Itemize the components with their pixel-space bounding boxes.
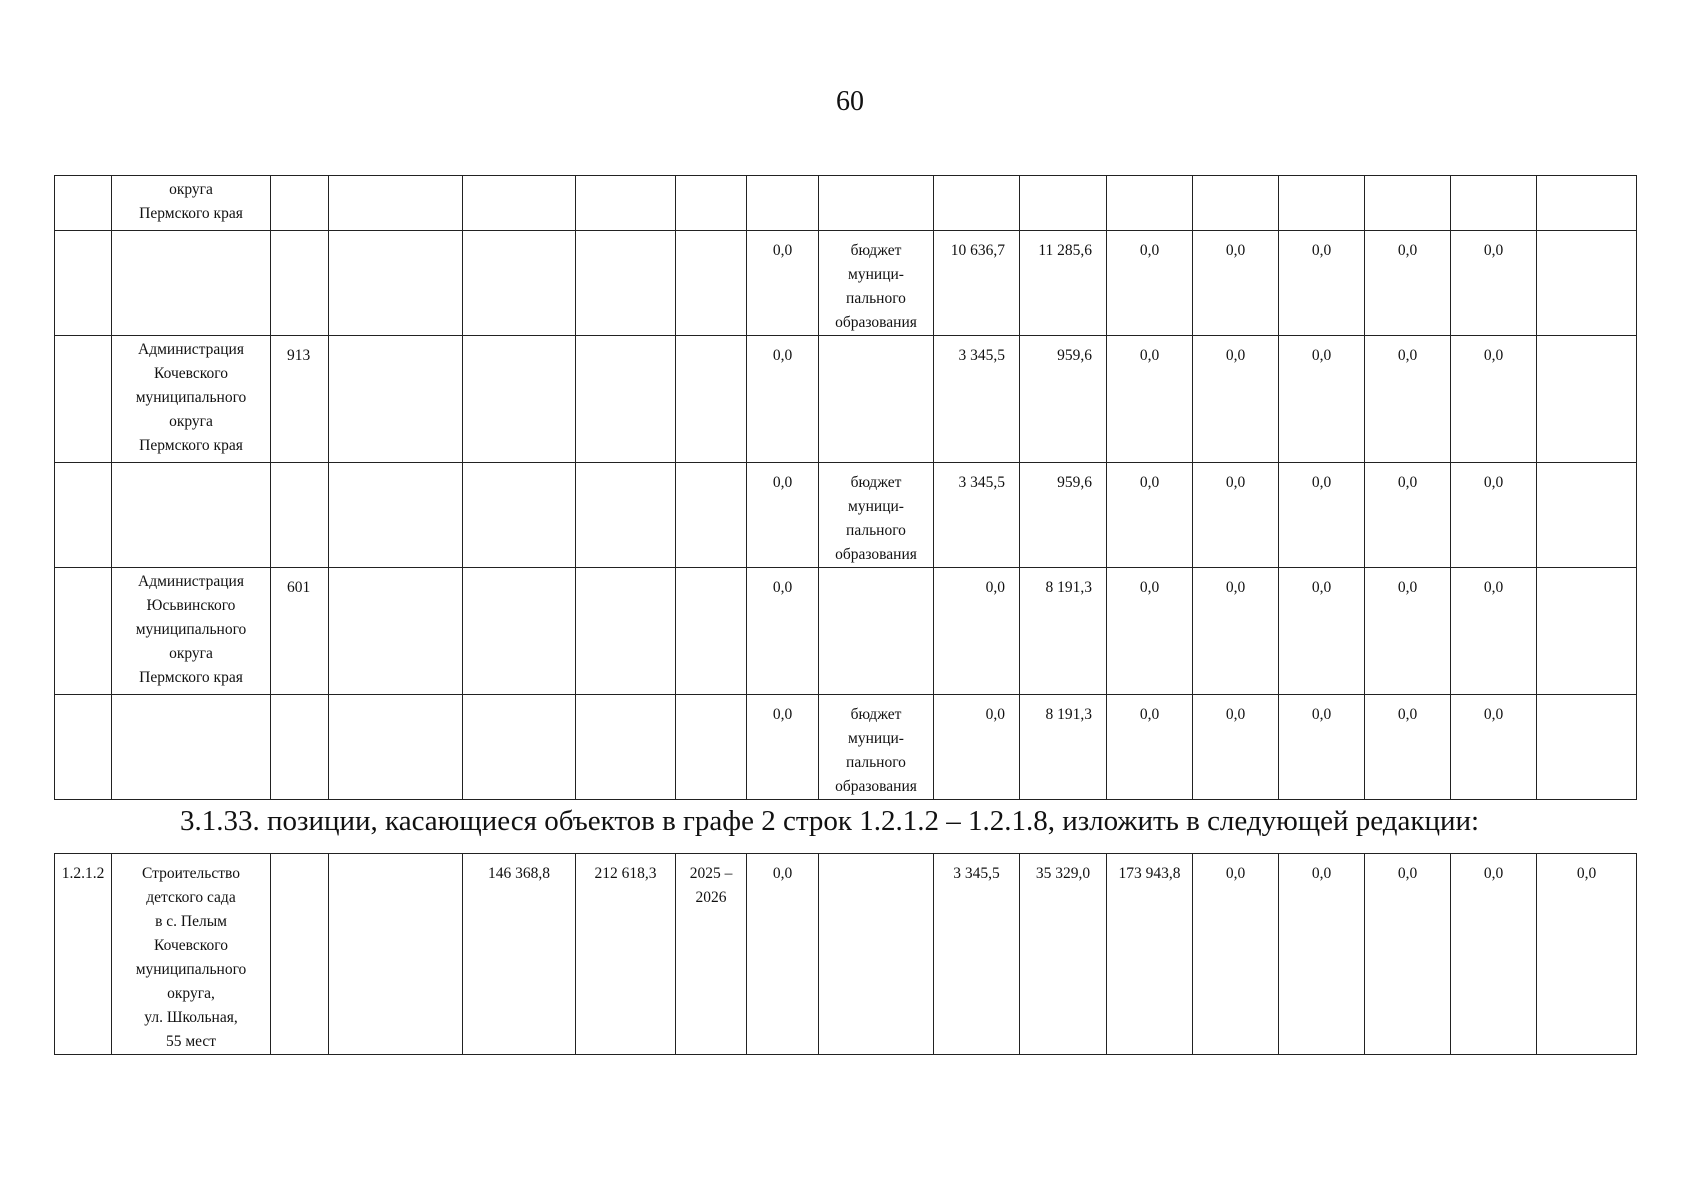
empty-cell — [55, 176, 112, 231]
value-cell: 0,0 — [1193, 231, 1279, 336]
value-cell — [747, 176, 819, 231]
empty-cell — [676, 231, 747, 336]
cost-cell: 212 618,3 — [576, 854, 676, 1055]
top-table — [54, 175, 1637, 800]
value-cell — [934, 176, 1020, 231]
empty-cell — [463, 463, 576, 568]
empty-cell — [576, 176, 676, 231]
value-cell: 959,6 — [1020, 336, 1107, 463]
value-cell: 8 191,3 — [1020, 568, 1107, 695]
value-cell — [1537, 463, 1637, 568]
code-cell: 913 — [271, 336, 329, 463]
value-cell: 0,0 — [1279, 231, 1365, 336]
empty-cell — [329, 854, 463, 1055]
institution-name — [112, 231, 271, 336]
empty-cell — [55, 231, 112, 336]
instruction-text: 3.1.33. позиции, касающиеся объектов в графе 2 строк 1.2.1.2 – 1.2.1.8, изложить в следующей редакции: — [180, 805, 1480, 837]
value-cell: 0,0 — [747, 336, 819, 463]
value-cell: 0,0 — [1451, 695, 1537, 800]
value-cell: 10 636,7 — [934, 231, 1020, 336]
empty-cell — [676, 176, 747, 231]
empty-cell — [463, 231, 576, 336]
value-cell: 0,0 — [1107, 336, 1193, 463]
value-cell: 0,0 — [747, 568, 819, 695]
empty-cell — [576, 463, 676, 568]
value-cell — [1537, 176, 1637, 231]
value-cell — [1365, 176, 1451, 231]
value-cell: 959,6 — [1020, 463, 1107, 568]
value-cell: 0,0 — [1193, 336, 1279, 463]
code-cell — [271, 231, 329, 336]
empty-cell — [576, 568, 676, 695]
value-cell: 0,0 — [1451, 231, 1537, 336]
empty-cell — [55, 568, 112, 695]
value-cell — [1193, 176, 1279, 231]
empty-cell — [329, 695, 463, 800]
source-cell: бюджет муници- пального образования — [819, 231, 934, 336]
row-index: 1.2.1.2 — [55, 854, 112, 1055]
empty-cell — [463, 176, 576, 231]
value-cell — [1107, 176, 1193, 231]
empty-cell — [676, 695, 747, 800]
source-cell — [819, 176, 934, 231]
value-cell: 0,0 — [1193, 463, 1279, 568]
empty-cell — [55, 336, 112, 463]
source-cell — [819, 336, 934, 463]
institution-name: Администрация Кочевского муниципального округа Пермского края — [112, 336, 271, 463]
value-cell: 0,0 — [1279, 336, 1365, 463]
page-number: 60 — [836, 86, 864, 117]
value-cell: 0,0 — [1107, 231, 1193, 336]
value-cell: 0,0 — [1107, 568, 1193, 695]
value-cell — [1537, 231, 1637, 336]
value-cell: 0,0 — [1365, 568, 1451, 695]
value-cell: 0,0 — [1279, 854, 1365, 1055]
value-cell: 11 285,6 — [1020, 231, 1107, 336]
value-cell: 0,0 — [1451, 463, 1537, 568]
value-cell: 3 345,5 — [934, 336, 1020, 463]
value-cell: 3 345,5 — [934, 463, 1020, 568]
institution-name: Администрация Юсьвинского муниципального округа Пермского края — [112, 568, 271, 695]
source-cell: бюджет муници- пального образования — [819, 695, 934, 800]
institution-name: округа Пермского края — [112, 176, 271, 231]
code-cell: 601 — [271, 568, 329, 695]
empty-cell — [676, 568, 747, 695]
value-cell: 0,0 — [1193, 854, 1279, 1055]
value-cell: 0,0 — [1365, 695, 1451, 800]
value-cell: 0,0 — [934, 695, 1020, 800]
value-cell — [1020, 176, 1107, 231]
value-cell: 0,0 — [1365, 854, 1451, 1055]
table-row — [55, 336, 1637, 463]
table-row — [55, 463, 1637, 568]
value-cell: 3 345,5 — [934, 854, 1020, 1055]
empty-cell — [463, 695, 576, 800]
value-cell: 0,0 — [1365, 463, 1451, 568]
empty-cell — [576, 231, 676, 336]
empty-cell — [329, 568, 463, 695]
empty-cell — [329, 463, 463, 568]
code-cell — [271, 695, 329, 800]
institution-name — [112, 695, 271, 800]
empty-cell — [576, 336, 676, 463]
value-cell: 0,0 — [1537, 854, 1637, 1055]
empty-cell — [55, 695, 112, 800]
value-cell: 0,0 — [1193, 568, 1279, 695]
source-cell — [819, 854, 934, 1055]
value-cell: 0,0 — [1279, 568, 1365, 695]
empty-cell — [576, 695, 676, 800]
value-cell: 0,0 — [1365, 231, 1451, 336]
value-cell: 0,0 — [1365, 336, 1451, 463]
empty-cell — [463, 568, 576, 695]
code-cell — [271, 176, 329, 231]
value-cell: 0,0 — [1451, 568, 1537, 695]
value-cell: 0,0 — [1279, 463, 1365, 568]
value-cell: 0,0 — [1279, 695, 1365, 800]
value-cell: 0,0 — [1107, 463, 1193, 568]
value-cell — [1537, 695, 1637, 800]
value-cell: 173 943,8 — [1107, 854, 1193, 1055]
value-cell: 0,0 — [747, 695, 819, 800]
value-cell: 8 191,3 — [1020, 695, 1107, 800]
source-cell — [819, 568, 934, 695]
empty-cell — [329, 231, 463, 336]
value-cell: 0,0 — [1193, 695, 1279, 800]
table-row — [55, 854, 1637, 1055]
value-cell — [1537, 336, 1637, 463]
table-row — [55, 231, 1637, 336]
value-cell: 0,0 — [934, 568, 1020, 695]
value-cell: 0,0 — [1107, 695, 1193, 800]
value-cell — [1279, 176, 1365, 231]
code-cell — [271, 463, 329, 568]
value-cell: 35 329,0 — [1020, 854, 1107, 1055]
empty-cell — [55, 463, 112, 568]
value-cell: 0,0 — [747, 854, 819, 1055]
empty-cell — [329, 176, 463, 231]
institution-name — [112, 463, 271, 568]
empty-cell — [676, 336, 747, 463]
value-cell: 0,0 — [747, 463, 819, 568]
empty-cell — [329, 336, 463, 463]
value-cell: 0,0 — [1451, 854, 1537, 1055]
value-cell — [1451, 176, 1537, 231]
empty-cell — [676, 463, 747, 568]
value-cell: 0,0 — [1451, 336, 1537, 463]
value-cell — [1537, 568, 1637, 695]
table-row — [55, 695, 1637, 800]
bottom-table — [54, 853, 1637, 1055]
value-cell: 0,0 — [747, 231, 819, 336]
object-name: Строительство детского сада в с. Пелым Кочевского муниципального округа, ул. Школьная, 55 мест — [112, 854, 271, 1055]
table-row — [55, 176, 1637, 231]
table-row — [55, 568, 1637, 695]
code-cell — [271, 854, 329, 1055]
cost-total-cell: 146 368,8 — [463, 854, 576, 1055]
period-cell: 2025 – 2026 — [676, 854, 747, 1055]
source-cell: бюджет муници- пального образования — [819, 463, 934, 568]
empty-cell — [463, 336, 576, 463]
